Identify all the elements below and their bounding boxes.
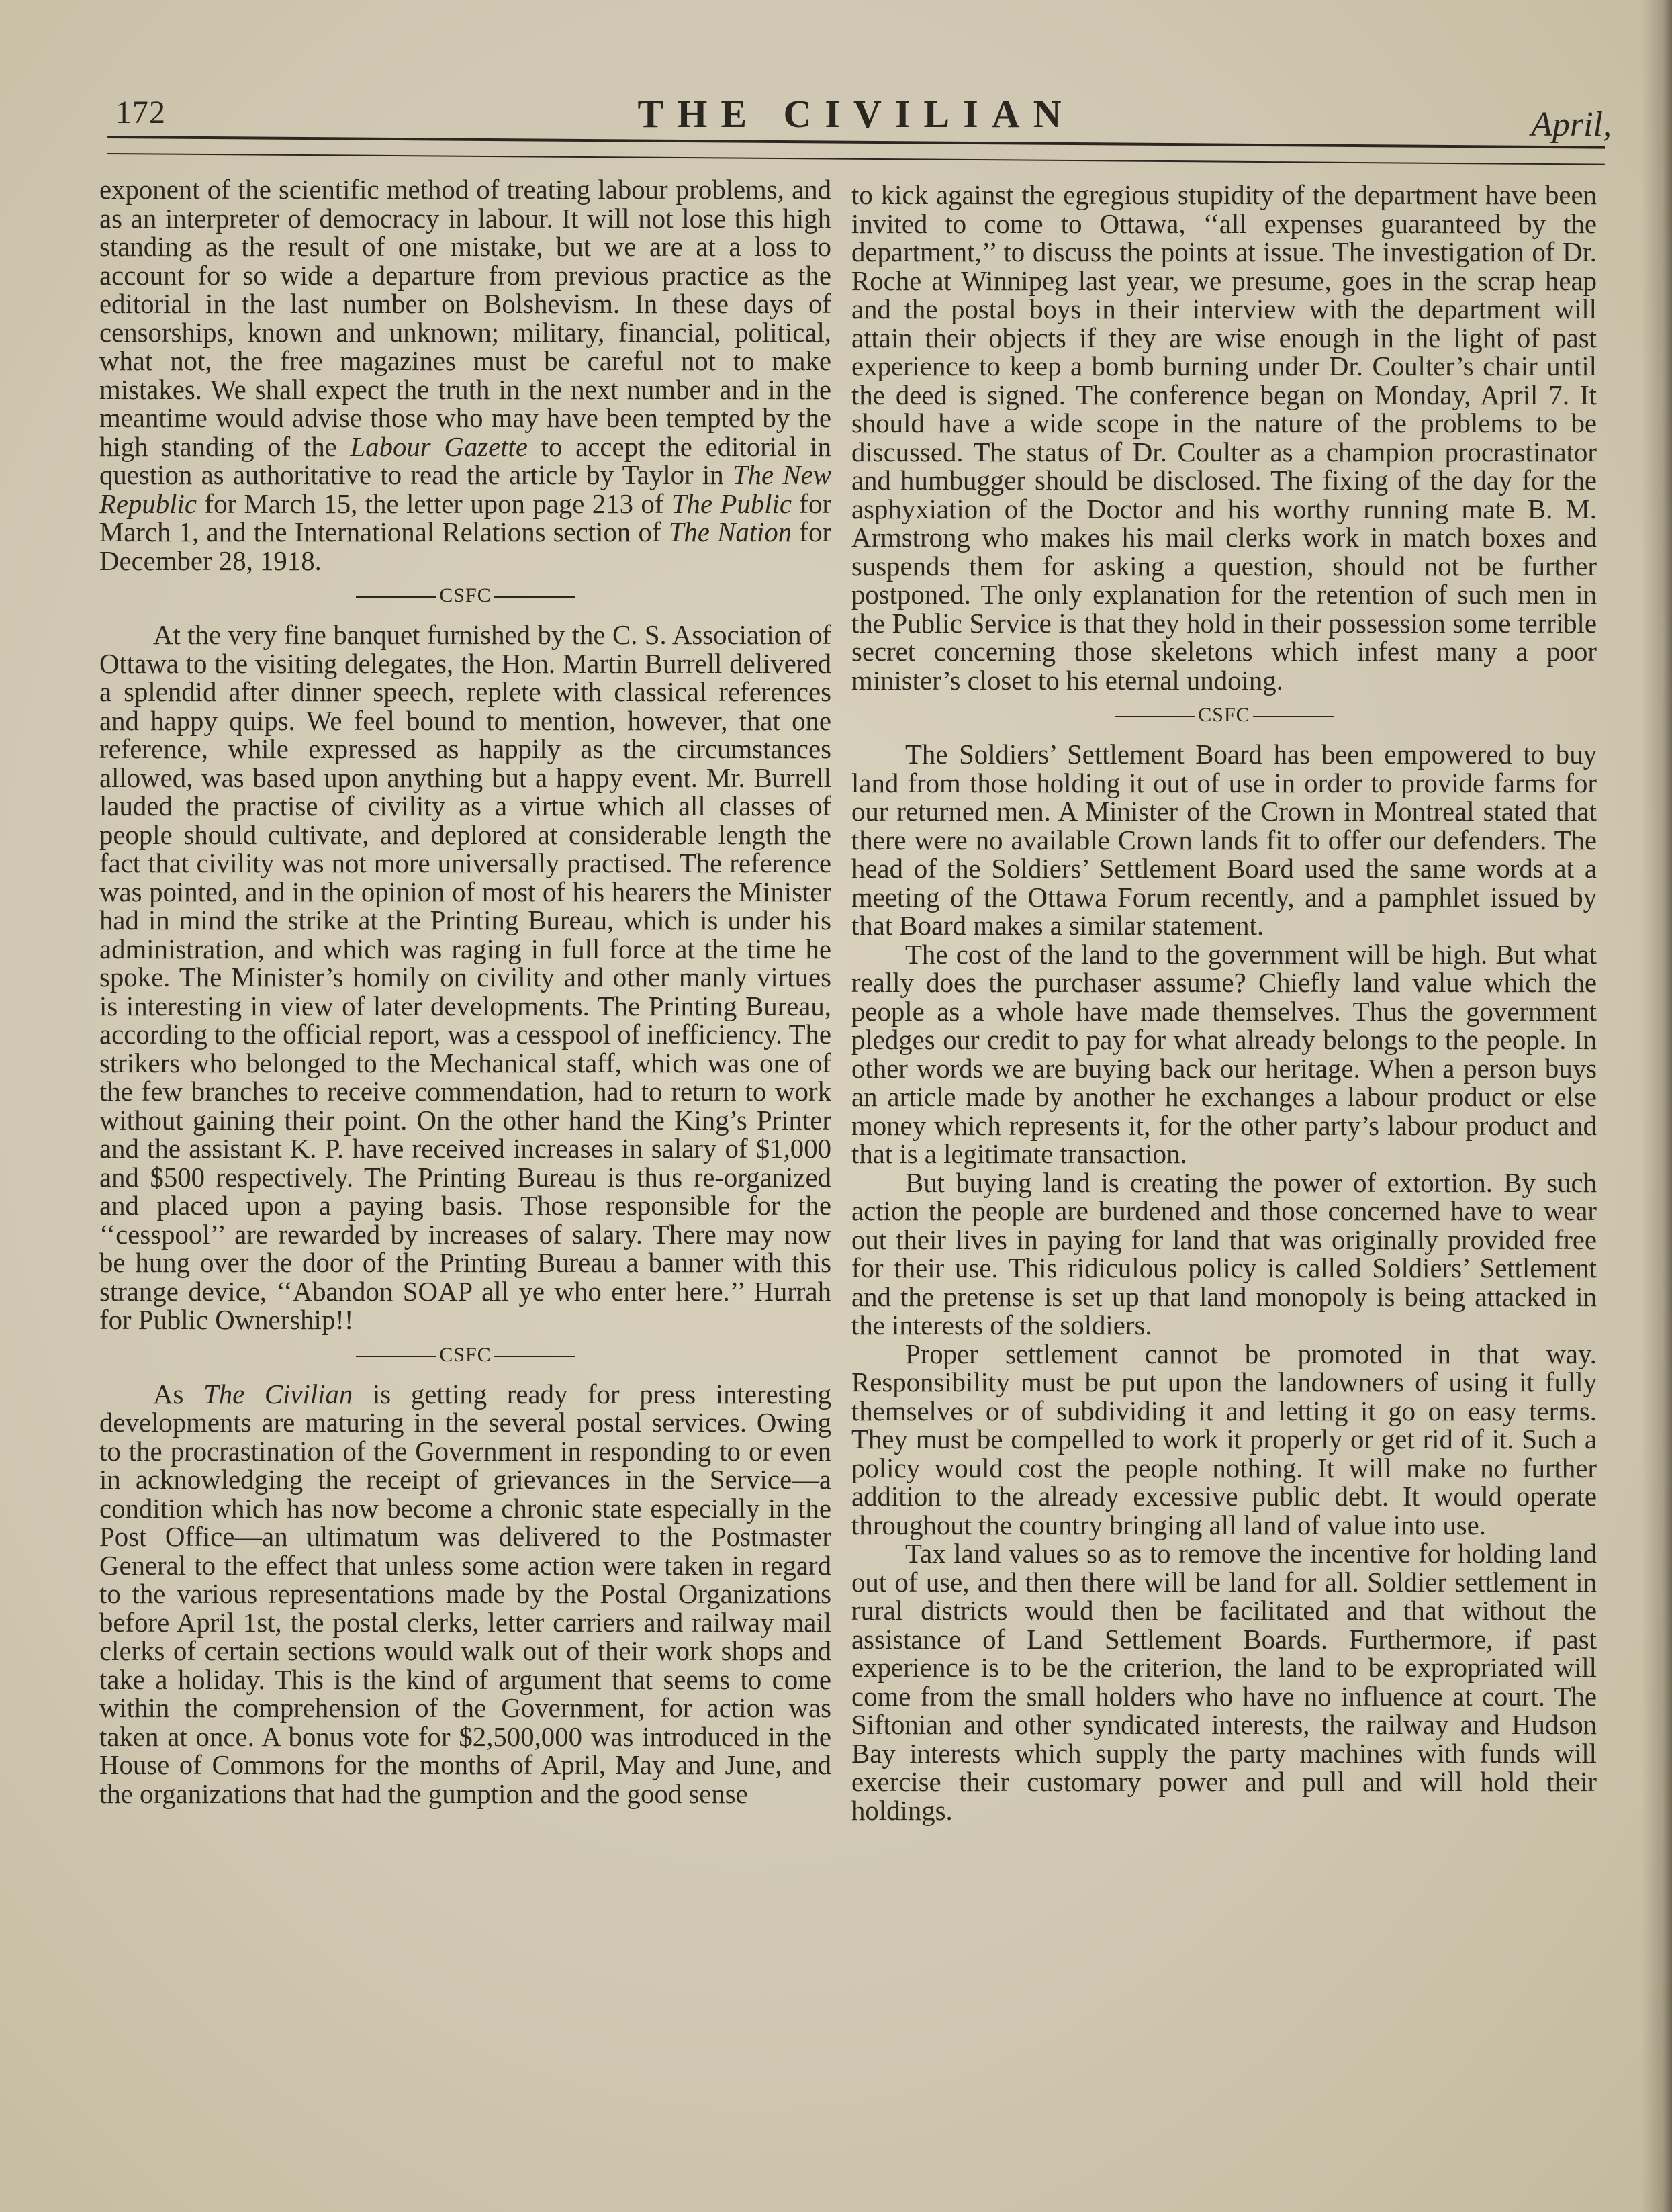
right-paragraph-6: Tax land values so as to remove the incentive for holding land out of use, and then there will be land for all. Soldier settlement in rural districts would then be facilitated and that without the assistance of Land Settlement Boards. Furthermore, if past experience is to be the criterion, the land to be expropriated will come from the small holders who have no influence at court. The Siftonian and other syndicated interests, the railway and Hudson Bay interests which supply the party machines with funds will exercise their customary power and pull and will hold their holdings. [851, 1538, 1597, 1826]
right-paragraph-1: to kick against the egregious stupidity of the department have been invited to come to Ottawa, ‘‘all expenses guaranteed by the department,’’ to discuss the points at issue. The investigation of Dr. Roche at Winnipeg last year, we presume, goes in the scrap heap and the postal boys in their interview with the department will attain their objects if they are wise enough in the light of past experience to keep a bomb burning under Dr. Coulter’s chair until the deed is signed. The conference began on Monday, April 7. It should have a wide scope in the nature of the problems to be discussed. The status of Dr. Coulter as a champion procrastinator and humbugger should be disclosed. The fixing of the day for the asphyxiation of the Doctor and his worthy running mate B. M. Armstrong who makes his mail clerks work in match boxes and suspends them for asking a question, should not be further postponed. The only explanation for the retention of such men in the Public Service is that they hold in their possession some terrible secret concerning those skeletons which infest many a poor minister’s closet to his eternal undoing. [851, 180, 1597, 696]
right-paragraph-2: The Soldiers’ Settlement Board has been empowered to buy land from those holding it out of use in order to provide farms for our returned men. A Minister of the Crown in Montreal stated that there were no available Crown lands fit to offer our defenders. The head of the Soldiers’ Settlement Board used the same words at a meeting of the Ottawa Forum recently, and a pamphlet issued by that Board makes a similar statement. [851, 739, 1597, 941]
issue-month: April, [1531, 105, 1612, 144]
right-paragraph-5: Proper settlement cannot be promoted in that way. Responsibility must be put upon the landowners of using it fully themselves or of subdividing it and letting it go on easy terms. They must be compelled to work it properly or get rid of it. Such a policy would cost the people nothing. It will make no further addition to the already excessive public debt. It would operate throughout the country bringing all land of value into use. [851, 1338, 1597, 1540]
left-paragraph-2: At the very fine banquet furnished by the C. S. Association of Ottawa to the visiting delegates, the Hon. Martin Burrell delivered a splendid after dinner speech, replete with classical references and happy quips. We feel bound to mention, however, that one reference, while expressed as happily as the circumstances allowed, was based upon anything but a happy event. Mr. Burrell lauded the practise of civility as a virtue which all classes of people should cultivate, and deplored at considerable length the fact that civility was not more universally practised. The reference was pointed, and in the opinion of most of his hearers the Minister had in mind the strike at the Printing Bureau, which is under his administration, and which was raging in full force at the time he spoke. The Minister’s homily on civility and other manly virtues is interesting in view of later developments. The Printing Bureau, according to the official report, was a cesspool of inefficiency. The strikers who belonged to the Mechanical staff, which was one of the few branches to receive commendation, had to return to work without gaining their point. On the other hand the King’s Printer and the assistant K. P. have received increases in salary of $1,000 and $500 respectively. The Printing Bureau is thus re-organized and placed upon a paying basis. Those responsible for the ‘‘cesspool’’ are rewarded by increases of salary. There may now be hung over the door of the Printing Bureau a banner with this strange device, ‘‘Abandon SOAP all ye who enter here.’’ Hurrah for Public Ownership!! [99, 620, 831, 1335]
page-binding-shadow [1642, 0, 1672, 2212]
page-number: 172 [115, 95, 166, 130]
left-paragraph-1: exponent of the scientific method of treating labour problems, and as an interpreter of democracy in labour. It will not lose this high standing as the result of one mistake, but we are at a loss to account for so wide a departure from previous practice as the editorial in the last number on Bolshevism. In these days of censorships, known and unknown; military, financial, political, what not, the free magazines must be careful not to make mistakes. We shall expect the truth in the next number and in the meantime would advise those who may have been tempted by the high standing of the Labour Gazette to accept the editorial in question as authoritative to read the article by Taylor in The New Republic for March 15, the letter upon page 213 of The Public for March 1, and the International Relations section of The Nation for December 28, 1918. [99, 175, 832, 576]
section-separator: CSFC [851, 699, 1597, 731]
journal-title: THE CIVILIAN [637, 92, 1075, 136]
left-column [99, 176, 831, 1808]
left-paragraph-3: As The Civilian is getting ready for press interesting developments are maturing in the several postal services. Owing to the procrastination of the Government in responding to or even in acknowledging the receipt of grievances in the Service—a condition which has now become a chronic state especially in the Post Office—an ultimatum was delivered to the Postmaster General to the effect that unless some action were taken in regard to the various representations made by the Postal Organizations before April 1st, the postal clerks, letter carriers and railway mail clerks of certain sections would walk out of their work shops and take a holiday. This is the kind of argument that seems to come within the comprehension of the Government, for action was taken at once. A bonus vote for $2,500,000 was introduced in the House of Commons for the months of April, May and June, and the organizations that had the gumption and the good sense [99, 1379, 831, 1809]
section-separator: CSFC [99, 580, 831, 612]
section-separator: CSFC [99, 1339, 831, 1371]
right-column [851, 181, 1597, 1825]
right-paragraph-3: The cost of the land to the government will be high. But what really does the purchaser assume? Chiefly land value which the people as a whole have made themselves. Thus the government pledges our credit to pay for what already belongs to the people. In other words we are buying back our heritage. When a person buys an article made by another he exchanges a labour product or else money which represents it, for the other party’s labour product and that is a legitimate transaction. [851, 939, 1597, 1169]
right-paragraph-4: But buying land is creating the power of extortion. By such action the people are burdened and those concerned have to wear out their lives in paying for land that was originally provided free for their use. This ridiculous policy is called Soldiers’ Settlement and the pretense is set up that land monopoly is being attacked in the interests of the soldiers. [851, 1167, 1597, 1340]
